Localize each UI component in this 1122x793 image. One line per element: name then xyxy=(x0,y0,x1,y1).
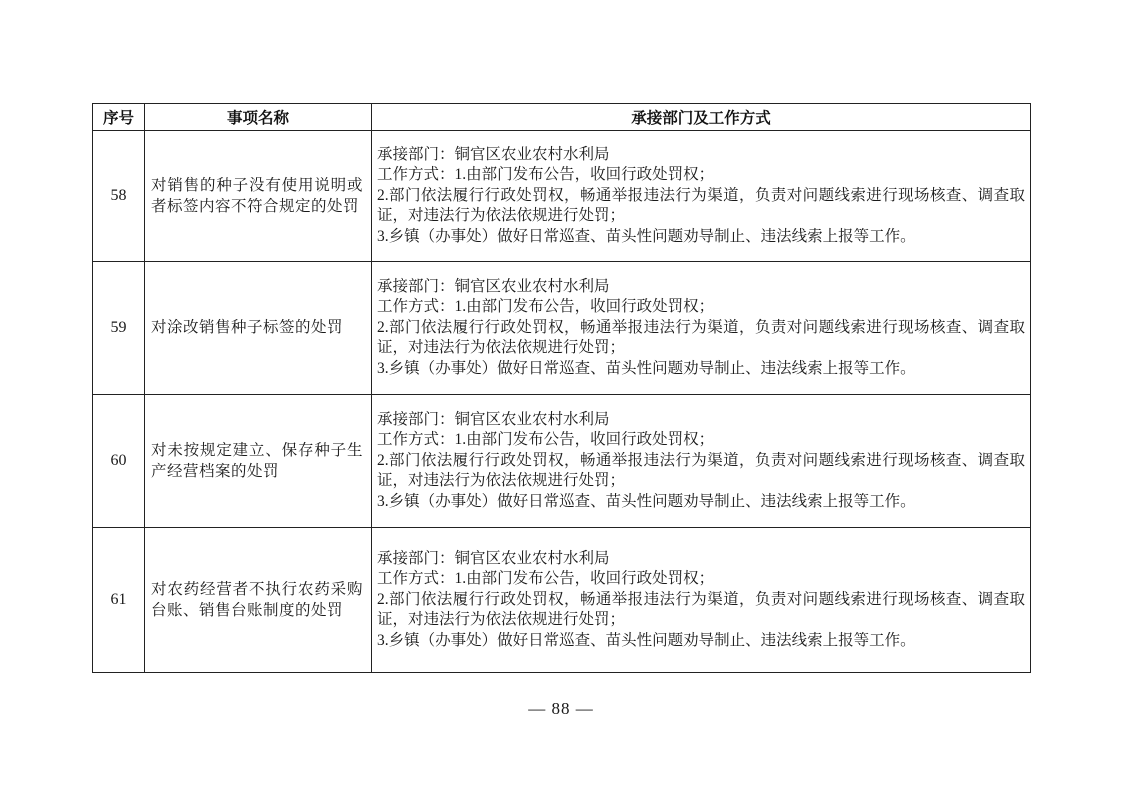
item-name: 对农药经营者不执行农药采购台账、销售台账制度的处罚 xyxy=(145,528,372,673)
item-name: 对未按规定建立、保存种子生产经营档案的处罚 xyxy=(145,395,372,528)
table-row xyxy=(93,262,1031,395)
detail-line-method-1: 工作方式：1.由部门发布公告，收回行政处罚权； xyxy=(377,570,715,588)
detail-line-method-3: 3.乡镇（办事处）做好日常巡查、苗头性问题劝导制止、违法线索上报等工作。 xyxy=(377,227,916,245)
item-name: 对涂改销售种子标签的处罚 xyxy=(145,262,372,395)
detail-line-method-1: 工作方式：1.由部门发布公告，收回行政处罚权； xyxy=(377,431,715,449)
detail-line-method-1: 工作方式：1.由部门发布公告，收回行政处罚权； xyxy=(377,166,715,184)
department-method-cell xyxy=(372,395,1031,528)
delegation-items-table xyxy=(92,103,1031,673)
detail-line-method-2: 2.部门依法履行行政处罚权，畅通举报违法行为渠道，负责对问题线索进行现场核查、调查取证，对违法行为依法依规进行处罚； xyxy=(377,186,1025,225)
serial-number: 59 xyxy=(93,262,145,395)
detail-line-department: 承接部门：铜官区农业农村水利局 xyxy=(377,549,610,567)
serial-number: 61 xyxy=(93,528,145,673)
column-header-serial: 序号 xyxy=(93,104,145,131)
detail-line-method-2: 2.部门依法履行行政处罚权，畅通举报违法行为渠道，负责对问题线索进行现场核查、调查取证，对违法行为依法依规进行处罚； xyxy=(377,590,1025,629)
table-header-row xyxy=(93,104,1031,131)
detail-line-department: 承接部门：铜官区农业农村水利局 xyxy=(377,277,610,295)
detail-line-department: 承接部门：铜官区农业农村水利局 xyxy=(377,145,610,163)
department-method-cell xyxy=(372,131,1031,262)
table-row xyxy=(93,395,1031,528)
item-name: 对销售的种子没有使用说明或者标签内容不符合规定的处罚 xyxy=(145,131,372,262)
detail-line-method-2: 2.部门依法履行行政处罚权，畅通举报违法行为渠道，负责对问题线索进行现场核查、调查取证，对违法行为依法依规进行处罚； xyxy=(377,318,1025,357)
detail-line-method-2: 2.部门依法履行行政处罚权，畅通举报违法行为渠道，负责对问题线索进行现场核查、调查取证，对违法行为依法依规进行处罚； xyxy=(377,451,1025,490)
detail-line-method-3: 3.乡镇（办事处）做好日常巡查、苗头性问题劝导制止、违法线索上报等工作。 xyxy=(377,631,916,649)
serial-number: 60 xyxy=(93,395,145,528)
serial-number: 58 xyxy=(93,131,145,262)
detail-line-method-1: 工作方式：1.由部门发布公告，收回行政处罚权； xyxy=(377,298,715,316)
department-method-cell xyxy=(372,262,1031,395)
detail-line-department: 承接部门：铜官区农业农村水利局 xyxy=(377,410,610,428)
table-row xyxy=(93,528,1031,673)
page-number: — 88 — xyxy=(528,699,594,718)
department-method-cell xyxy=(372,528,1031,673)
column-header-department-method: 承接部门及工作方式 xyxy=(372,104,1031,131)
column-header-item-name: 事项名称 xyxy=(145,104,372,131)
detail-line-method-3: 3.乡镇（办事处）做好日常巡查、苗头性问题劝导制止、违法线索上报等工作。 xyxy=(377,359,916,377)
table-row xyxy=(93,131,1031,262)
detail-line-method-3: 3.乡镇（办事处）做好日常巡查、苗头性问题劝导制止、违法线索上报等工作。 xyxy=(377,492,916,510)
